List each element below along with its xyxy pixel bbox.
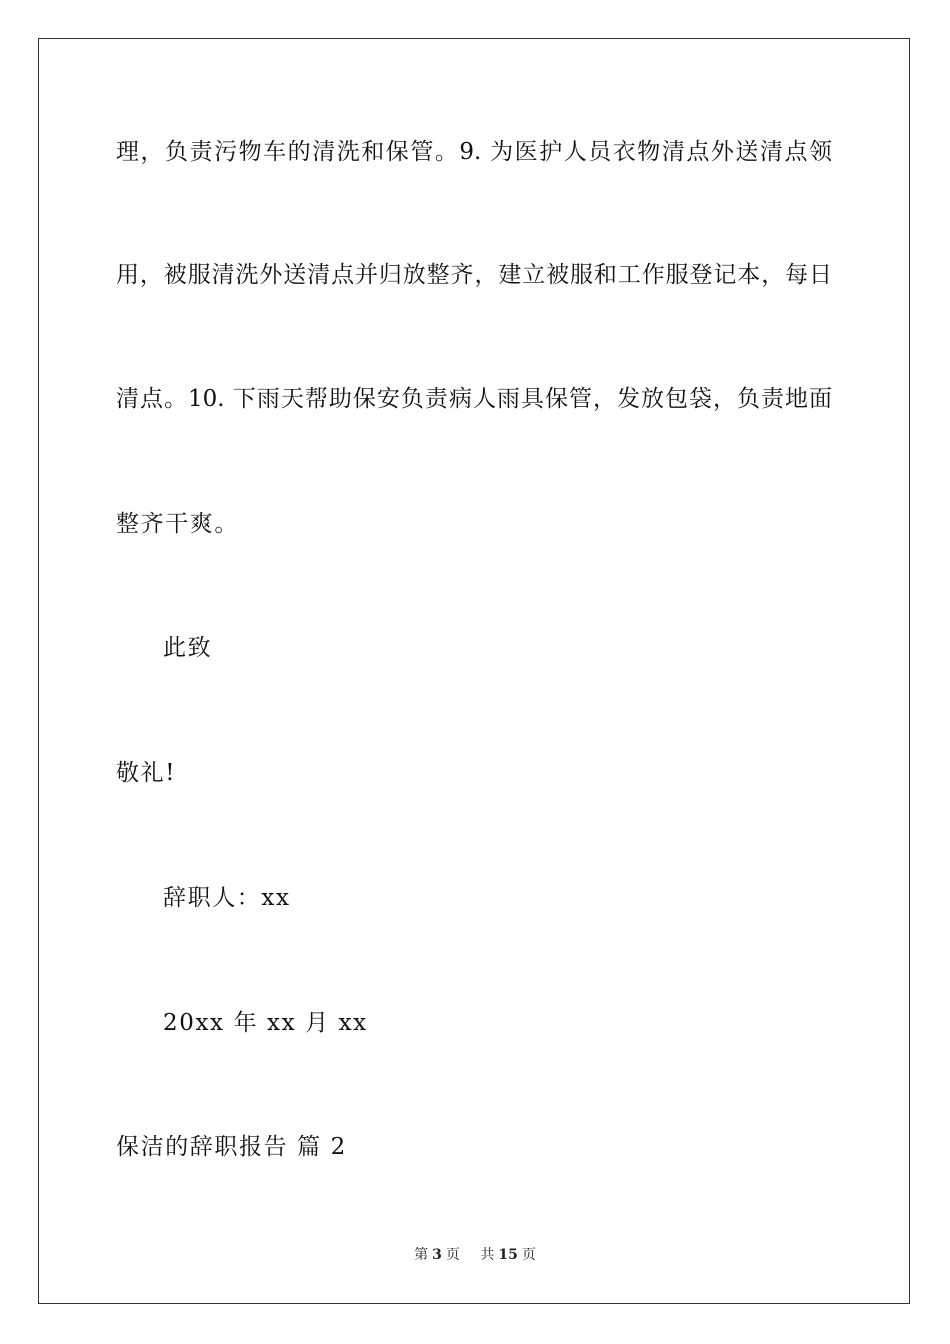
page-number (410, 1247, 464, 1263)
salutation: 此致 (163, 635, 213, 661)
page-prefix: 第 (414, 1247, 429, 1263)
body-text-line-2: 用，被服清洗外送清点并归放整齐，建立被服和工作服登记本，每日 (116, 262, 832, 288)
date: 20xx 年 xx 月 xx (163, 1010, 368, 1036)
body-text-line-3: 清点。10. 下雨天帮助保安负责病人雨具保管，发放包袋，负责地面 (116, 386, 832, 412)
regards: 敬礼! (116, 760, 177, 786)
body-text-line-1: 理，负责污物车的清洗和保管。9. 为医护人员衣物清点外送清点领 (116, 139, 832, 165)
page-total (476, 1247, 539, 1263)
page-border (38, 38, 910, 1304)
page-footer (0, 1246, 950, 1264)
total-unit: 页 (521, 1247, 536, 1263)
total-count: 15 (498, 1247, 518, 1263)
section-heading: 保洁的辞职报告 篇 2 (116, 1134, 347, 1160)
total-prefix: 共 (480, 1247, 495, 1263)
signer: 辞职人：xx (163, 885, 291, 911)
page-current: 3 (432, 1247, 442, 1263)
page-unit: 页 (445, 1247, 460, 1263)
body-text-line-4: 整齐干爽。 (116, 511, 239, 537)
